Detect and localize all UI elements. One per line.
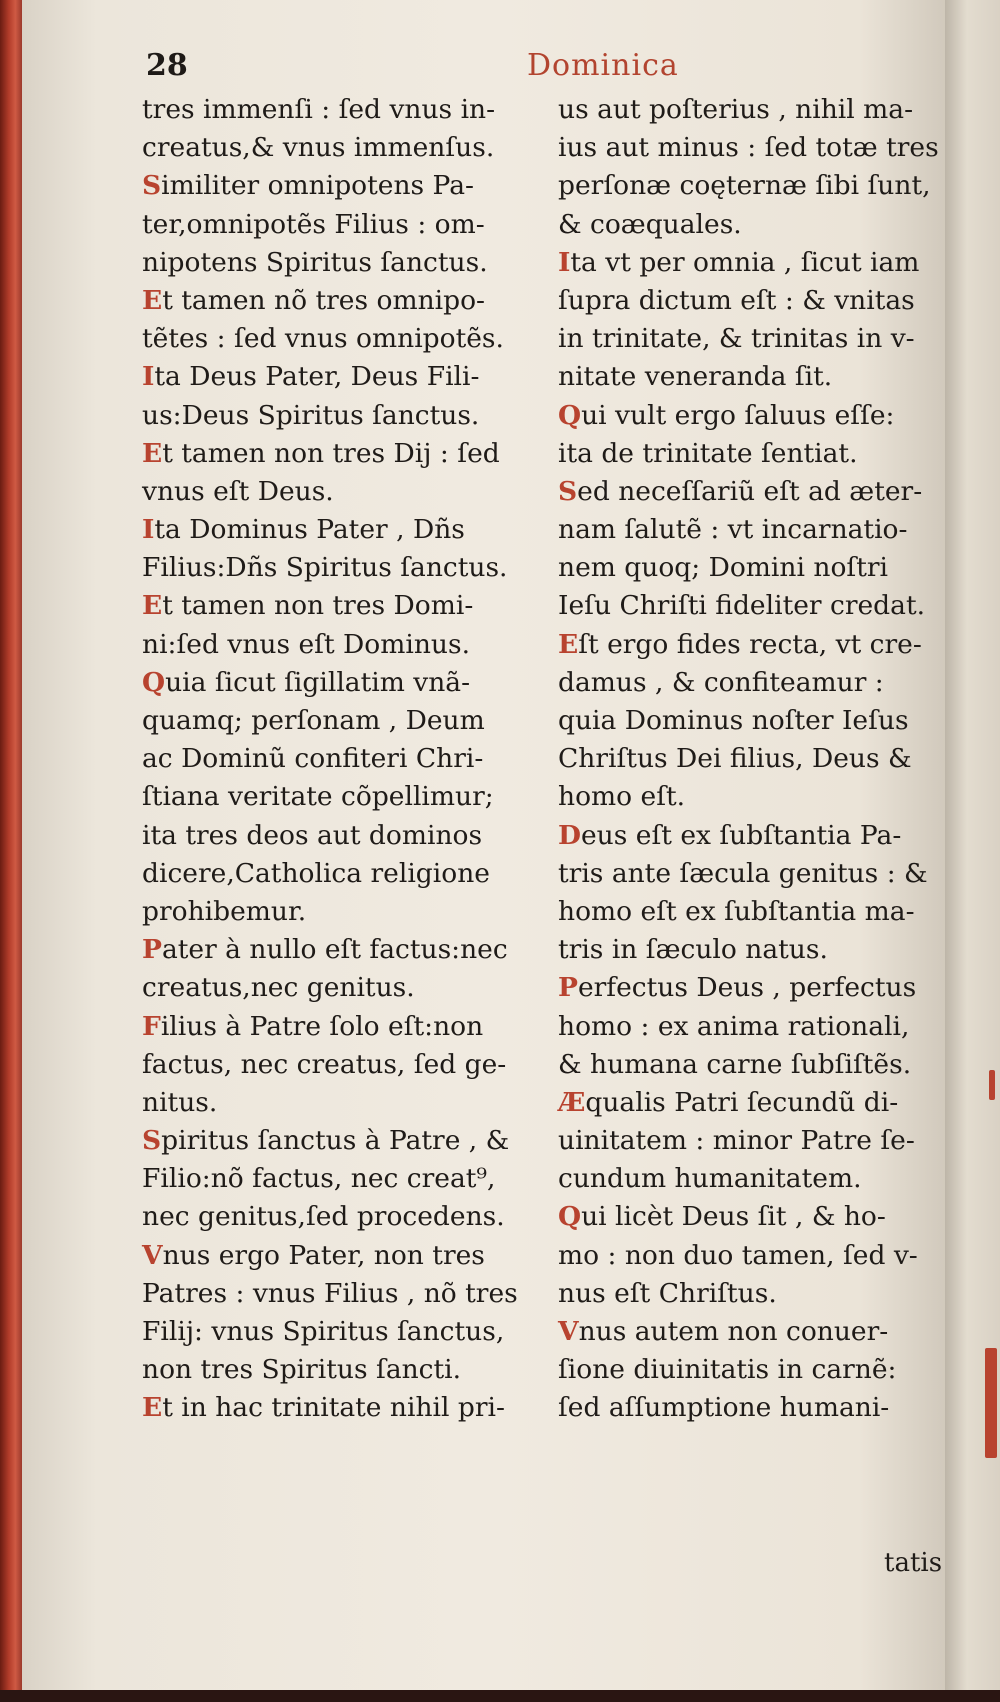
text-line bbox=[558, 702, 970, 740]
text-line bbox=[558, 893, 970, 931]
page-header bbox=[22, 48, 952, 92]
line-text: nus ergo Pater, non tres bbox=[162, 1239, 485, 1271]
text-line bbox=[142, 511, 562, 549]
next-page-edge bbox=[945, 0, 1000, 1702]
text-line bbox=[142, 1084, 562, 1122]
line-text: tẽtes : ſed vnus omnipotẽs. bbox=[142, 323, 504, 355]
rubricated-initial: I bbox=[142, 514, 155, 546]
text-line bbox=[142, 435, 562, 473]
line-text: cundum humanitatem. bbox=[558, 1163, 862, 1195]
line-text: quamq; perſonam , Deum bbox=[142, 705, 485, 736]
text-line bbox=[142, 1198, 562, 1236]
line-text: quia Dominus noſter Ieſus bbox=[558, 705, 909, 736]
text-line bbox=[142, 167, 562, 205]
text-line bbox=[142, 702, 562, 740]
text-line bbox=[142, 1237, 562, 1275]
text-line bbox=[558, 817, 970, 855]
line-text: prohibemur. bbox=[142, 895, 307, 927]
rubricated-initial: S bbox=[558, 475, 578, 507]
line-text: ſed aſſumptione humani- bbox=[558, 1392, 890, 1424]
text-line bbox=[558, 91, 970, 129]
text-line bbox=[558, 1084, 970, 1122]
rubricated-initial: V bbox=[558, 1316, 579, 1347]
text-line bbox=[558, 855, 970, 893]
line-text: us aut poſterius , nihil ma- bbox=[558, 94, 914, 125]
text-line bbox=[142, 1046, 562, 1084]
text-line bbox=[142, 1313, 562, 1351]
rubricated-initial: S bbox=[142, 170, 162, 202]
text-line bbox=[142, 855, 562, 893]
line-text: Filio:nõ factus, nec creat⁹, bbox=[142, 1163, 496, 1195]
line-text: imiliter omnipotens Pa- bbox=[161, 170, 474, 202]
text-line bbox=[142, 320, 562, 358]
line-text: uia ſicut ſigillatim vnã- bbox=[165, 666, 471, 698]
text-line bbox=[558, 1237, 970, 1275]
line-text: ita tres deos aut dominos bbox=[142, 819, 483, 851]
text-line bbox=[142, 282, 562, 320]
rubricated-initial: I bbox=[558, 246, 571, 278]
text-line bbox=[558, 969, 970, 1007]
text-line bbox=[558, 282, 970, 320]
line-text: ui vult ergo ſaluus eſſe: bbox=[581, 399, 895, 431]
line-text: nus autem non conuer- bbox=[578, 1316, 889, 1347]
text-line bbox=[142, 1160, 562, 1198]
line-text: ita de trinitate ſentiat. bbox=[558, 437, 858, 469]
text-line bbox=[142, 740, 562, 778]
text-line bbox=[142, 817, 562, 855]
book-edge-left bbox=[0, 0, 22, 1702]
line-text: creatus,nec genitus. bbox=[142, 972, 415, 1004]
line-text: piritus ſanctus à Patre , & bbox=[161, 1125, 510, 1157]
rubricated-initial: D bbox=[558, 819, 581, 851]
line-text: Ieſu Chriſti fideliter credat. bbox=[558, 590, 926, 622]
text-line bbox=[558, 320, 970, 358]
text-line bbox=[558, 129, 970, 167]
line-text: vnus eſt Deus. bbox=[142, 475, 334, 507]
line-text: t tamen non tres Domi- bbox=[162, 590, 474, 622]
line-text: ſtiana veritate cõpellimur; bbox=[142, 781, 494, 813]
rubricated-initial: E bbox=[558, 628, 579, 660]
text-line bbox=[558, 435, 970, 473]
text-column-left bbox=[142, 91, 562, 1428]
text-line bbox=[558, 1351, 970, 1389]
line-text: ius aut minus : ſed totæ tres bbox=[558, 132, 939, 164]
line-text: perſonæ coęternæ ſibi ſunt, bbox=[558, 170, 931, 202]
line-text: Patres : vnus Filius , nõ tres bbox=[142, 1277, 518, 1309]
text-line bbox=[558, 778, 970, 816]
line-text: ni:ſed vnus eſt Dominus. bbox=[142, 628, 471, 660]
line-text: homo : ex anima rationali, bbox=[558, 1010, 910, 1042]
text-line bbox=[558, 206, 970, 244]
line-text: eus eſt ex ſubſtantia Pa- bbox=[580, 819, 902, 851]
line-text: ed neceſſariũ eſt ad æter- bbox=[577, 475, 923, 507]
rubricated-initial: P bbox=[558, 972, 578, 1004]
line-text: t in hac trinitate nihil pri- bbox=[162, 1392, 505, 1424]
rubricated-initial: Q bbox=[558, 1201, 582, 1233]
text-line bbox=[142, 244, 562, 282]
line-text: dicere,Catholica religione bbox=[142, 857, 490, 889]
text-line bbox=[142, 473, 562, 511]
line-text: tris in ſæculo natus. bbox=[558, 934, 828, 966]
line-text: ſt ergo fides recta, vt cre- bbox=[578, 628, 922, 660]
line-text: erfectus Deus , perfectus bbox=[577, 972, 917, 1004]
line-text: in trinitate, & trinitas in v- bbox=[558, 323, 915, 355]
line-text: ui licèt Deus ſit , & ho- bbox=[581, 1201, 886, 1233]
line-text: ſupra dictum eſt : & vnitas bbox=[558, 284, 915, 316]
text-line bbox=[142, 1351, 562, 1389]
line-text: us:Deus Spiritus ſanctus. bbox=[142, 399, 480, 431]
line-text: ter,omnipotẽs Filius : om- bbox=[142, 208, 485, 240]
rubric-mark bbox=[989, 1070, 995, 1100]
rubric-mark bbox=[985, 1348, 997, 1458]
text-line bbox=[558, 626, 970, 664]
line-text: & humana carne ſubſiſtẽs. bbox=[558, 1048, 912, 1080]
rubricated-initial: F bbox=[142, 1010, 161, 1042]
text-line bbox=[558, 167, 970, 205]
line-text: homo eſt. bbox=[558, 781, 686, 813]
line-text: t tamen non tres Dij : ſed bbox=[162, 437, 500, 469]
line-text: damus , & confiteamur : bbox=[558, 666, 884, 698]
line-text: qualis Patri ſecundũ di- bbox=[585, 1086, 899, 1118]
text-line bbox=[558, 1198, 970, 1236]
line-text: uinitatem : minor Patre ſe- bbox=[558, 1125, 915, 1157]
text-line bbox=[558, 664, 970, 702]
rubricated-initial: Æ bbox=[558, 1086, 586, 1118]
text-line bbox=[142, 129, 562, 167]
text-line bbox=[558, 1389, 970, 1427]
line-text: non tres Spiritus ſancti. bbox=[142, 1354, 462, 1386]
line-text: nipotens Spiritus ſanctus. bbox=[142, 246, 488, 278]
line-text: nem quoq; Domini noſtri bbox=[558, 552, 888, 584]
text-line bbox=[142, 91, 562, 129]
line-text: t tamen nõ tres omnipo- bbox=[162, 284, 485, 316]
line-text: tres immenſi : ſed vnus in- bbox=[142, 94, 496, 125]
text-line bbox=[142, 587, 562, 625]
rubricated-initial: E bbox=[142, 437, 163, 469]
line-text: nec genitus,ſed procedens. bbox=[142, 1201, 505, 1233]
text-line bbox=[558, 397, 970, 435]
text-line bbox=[558, 1313, 970, 1351]
rubricated-initial: P bbox=[142, 934, 162, 966]
line-text: creatus,& vnus immenſus. bbox=[142, 132, 495, 164]
text-line bbox=[558, 1275, 970, 1313]
text-line bbox=[142, 664, 562, 702]
line-text: ilius à Patre ſolo eſt:non bbox=[160, 1010, 484, 1042]
line-text: nam ſalutẽ : vt incarnatio- bbox=[558, 514, 908, 546]
text-line bbox=[558, 587, 970, 625]
book-page bbox=[22, 0, 952, 1690]
page-number: 28 bbox=[146, 48, 188, 83]
text-line bbox=[142, 931, 562, 969]
text-column-right bbox=[558, 91, 970, 1428]
text-line bbox=[142, 969, 562, 1007]
line-text: tris ante ſæcula genitus : & bbox=[558, 857, 928, 889]
text-line bbox=[142, 358, 562, 396]
line-text: & coæquales. bbox=[558, 208, 742, 240]
text-line bbox=[558, 931, 970, 969]
text-line bbox=[558, 244, 970, 282]
line-text: ater à nullo eſt factus:nec bbox=[161, 934, 508, 966]
text-line bbox=[558, 1160, 970, 1198]
rubricated-initial: V bbox=[142, 1239, 163, 1271]
text-line bbox=[142, 206, 562, 244]
page-bottom-edge bbox=[0, 1690, 1000, 1702]
line-text: Chriſtus Dei filius, Deus & bbox=[558, 743, 912, 775]
text-line bbox=[558, 549, 970, 587]
line-text: factus, nec creatus, ſed ge- bbox=[142, 1048, 507, 1080]
line-text: Filij: vnus Spiritus ſanctus, bbox=[142, 1316, 505, 1347]
rubricated-initial: I bbox=[142, 361, 155, 393]
rubricated-initial: E bbox=[142, 1392, 163, 1424]
running-title: Dominica bbox=[527, 48, 679, 83]
line-text: nitus. bbox=[142, 1086, 218, 1118]
line-text: nitate veneranda ſit. bbox=[558, 361, 833, 393]
text-line bbox=[558, 358, 970, 396]
text-line bbox=[558, 1008, 970, 1046]
text-line bbox=[142, 1008, 562, 1046]
text-line bbox=[558, 511, 970, 549]
catchword: tatis bbox=[884, 1548, 943, 1578]
line-text: ac Dominũ confiteri Chri- bbox=[142, 743, 484, 775]
text-line bbox=[142, 397, 562, 435]
text-line bbox=[142, 778, 562, 816]
text-line bbox=[142, 1122, 562, 1160]
text-line bbox=[558, 740, 970, 778]
line-text: ta Deus Pater, Deus Fili- bbox=[154, 361, 480, 393]
line-text: nus eſt Chriſtus. bbox=[558, 1277, 777, 1309]
line-text: ta vt per omnia , ſicut iam bbox=[570, 246, 920, 278]
rubricated-initial: S bbox=[142, 1125, 162, 1157]
text-line bbox=[558, 1046, 970, 1084]
rubricated-initial: Q bbox=[558, 399, 582, 431]
line-text: homo eſt ex ſubſtantia ma- bbox=[558, 895, 915, 927]
line-text: Filius:Dñs Spiritus ſanctus. bbox=[142, 552, 508, 584]
text-line bbox=[142, 1389, 562, 1427]
line-text: ſione diuinitatis in carnẽ: bbox=[558, 1354, 897, 1386]
line-text: ta Dominus Pater , Dñs bbox=[154, 514, 465, 546]
line-text: mo : non duo tamen, ſed v- bbox=[558, 1239, 918, 1271]
text-line bbox=[142, 1275, 562, 1313]
rubricated-initial: Q bbox=[142, 666, 166, 698]
text-line bbox=[558, 473, 970, 511]
text-line bbox=[558, 1122, 970, 1160]
rubricated-initial: E bbox=[142, 590, 163, 622]
rubricated-initial: E bbox=[142, 284, 163, 316]
text-line bbox=[142, 549, 562, 587]
text-line bbox=[142, 893, 562, 931]
text-line bbox=[142, 626, 562, 664]
